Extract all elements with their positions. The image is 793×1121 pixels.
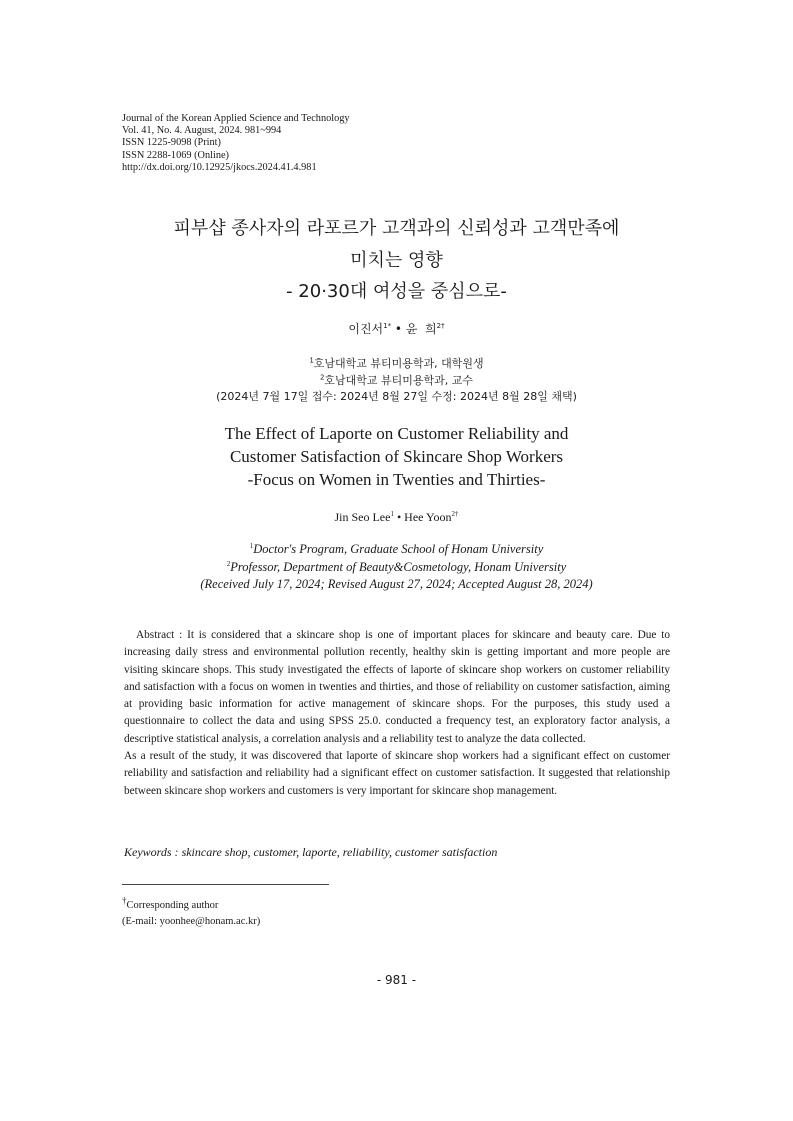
- corresponding-author-label: Corresponding author: [126, 900, 219, 911]
- english-author2-sup: 2†: [451, 510, 459, 518]
- journal-info: [122, 113, 350, 174]
- english-affiliation1-text: Doctor's Program, Graduate School of Honam University: [253, 542, 544, 556]
- abstract: [124, 627, 670, 800]
- english-title-line1: The Effect of Laporte on Customer Reliability and: [224, 424, 569, 443]
- korean-affiliation2-sup: 2: [319, 372, 325, 381]
- english-author1: Jin Seo Lee: [334, 510, 391, 524]
- journal-name: Journal of the Korean Applied Science and Technology: [122, 113, 350, 124]
- english-title-line2: Customer Satisfaction of Skincare Shop Workers: [229, 447, 564, 466]
- english-affiliation2-sup: 2: [226, 559, 231, 568]
- korean-affiliation2-text: 호남대학교 뷰티미용학과, 교수: [324, 373, 474, 387]
- korean-affiliation1-sup: 1: [309, 356, 314, 365]
- korean-affiliation1-text: 호남대학교 뷰티미용학과, 대학원생: [313, 357, 484, 370]
- footnote-divider: [122, 884, 329, 885]
- abstract-text1: It is considered that a skincare shop is one of important places for skincare and beauty care. Due to increasing daily stress and environmental pollution recently, healthy skin is getting important and more people are visiting skincare shops. This study investigated the effects of laporte of skincare shop workers on customer reliability and satisfaction with a focus on women in twenties and thirties, and those of reliability on customer satisfaction, aiming at providing basic information for active management of skincare shops. For the purposes, this study used a questionnaire to collect the data and using SPSS 25.0. conducted a frequency test, an exploratory factor analysis, a descriptive statistical analysis, a correlation analysis and a reliability test to analyze the data collected.: [124, 629, 671, 745]
- korean-affiliation2: [0, 373, 793, 390]
- journal-volume: Vol. 41, No. 4. August, 2024. 981~994: [122, 125, 282, 137]
- korean-author2: 윤 희: [405, 322, 437, 336]
- english-affiliation2: [0, 559, 793, 577]
- english-affiliation2-text: Professor, Department of Beauty&Cosmetology, Honam University: [230, 559, 567, 574]
- korean-title-line2: 미치는 영향: [350, 249, 443, 271]
- corresponding-author: [122, 895, 260, 914]
- english-authors: [0, 510, 793, 525]
- abstract-label: Abstract :: [136, 629, 183, 641]
- keywords-text: skincare shop, customer, laporte, reliability, customer satisfaction: [181, 845, 498, 859]
- korean-author1: 이진서: [348, 322, 384, 336]
- english-affiliations: [0, 541, 793, 594]
- korean-title-line1: 피부샵 종사자의 라포르가 고객과의 신뢰성과 고객만족에: [173, 218, 620, 239]
- corresponding-email: (E-mail: yoonhee@honam.ac.kr): [122, 916, 261, 927]
- english-affiliation1: [0, 541, 793, 559]
- english-title: [0, 422, 793, 491]
- page-number: - 981 -: [376, 973, 417, 987]
- english-affiliation1-sup: 1: [249, 541, 254, 550]
- issn-online: ISSN 2288-1069 (Online): [122, 149, 229, 161]
- abstract-paragraph2: As a result of the study, it was discovered that laporte of skincare shop workers had a significant effect on customer reliability and satisfaction and reliability had a significant effect on customer satisfaction. It suggested that relationship between skincare shop workers and customers is very important for skincare shop management.: [124, 750, 670, 797]
- english-author1-sup: 1: [390, 510, 394, 518]
- english-title-line3: -Focus on Women in Twenties and Thirties-: [247, 470, 546, 489]
- korean-authors: [0, 320, 793, 337]
- korean-affiliation1: [0, 356, 793, 373]
- issn-print: ISSN 1225-9098 (Print): [122, 137, 221, 149]
- footnote: [122, 895, 261, 930]
- keywords-label: Keywords :: [124, 845, 179, 859]
- abstract-paragraph1: [124, 627, 670, 748]
- korean-dates: (2024년 7월 17일 접수: 2024년 8월 27일 수정: 2024년 8월 28일 채택): [216, 390, 577, 403]
- doi-link[interactable]: http://dx.doi.org/10.12925/jkocs.2024.41.4.981: [122, 161, 317, 173]
- dagger-mark: †: [122, 895, 127, 906]
- english-author2: Hee Yoon: [404, 510, 452, 524]
- english-dates: (Received July 17, 2024; Revised August 27, 2024; Accepted August 28, 2024): [200, 577, 593, 591]
- korean-affiliations: [0, 356, 793, 406]
- korean-author2-sup: 2†: [436, 322, 445, 330]
- korean-title-line3: - 20·30대 여성을 중심으로-: [286, 281, 507, 302]
- korean-author-separator: •: [391, 322, 406, 336]
- keywords: [124, 845, 497, 860]
- korean-author1-sup: 1*: [383, 322, 392, 330]
- korean-title: [0, 213, 793, 308]
- english-author-separator: •: [393, 510, 405, 524]
